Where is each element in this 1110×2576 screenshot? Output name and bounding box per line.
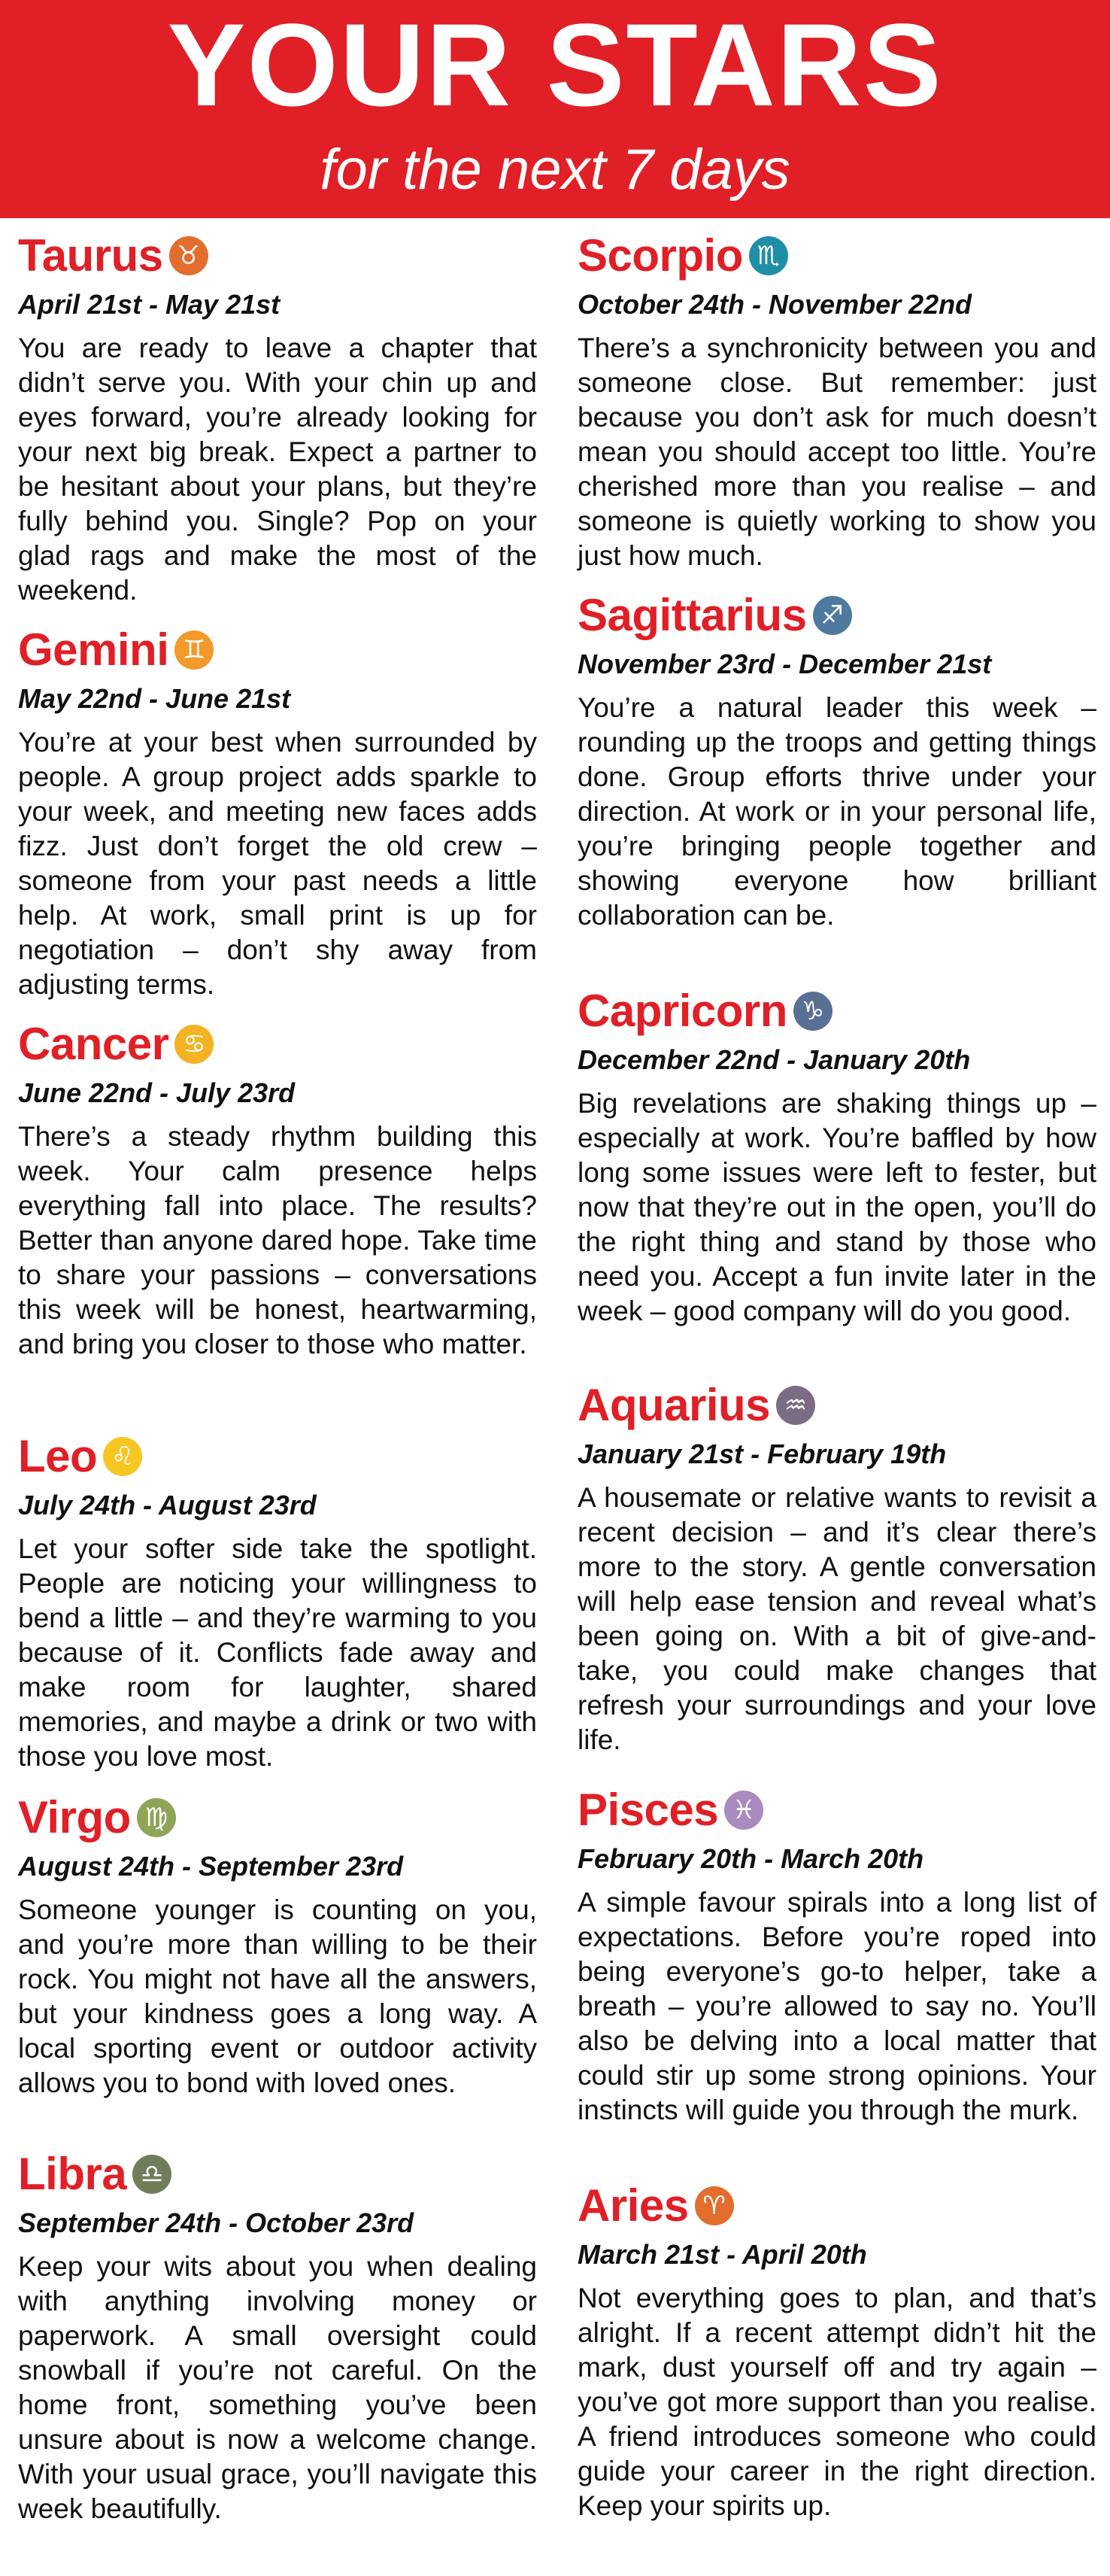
- sign-pisces: [578, 1782, 1096, 2128]
- sign-taurus: [18, 227, 537, 608]
- sign-aquarius: [578, 1377, 1096, 1757]
- sign-dates: August 24th - September 23rd: [18, 1851, 404, 1882]
- sign-text: Big revelations are shaking things up – especially at work. You’re baffled by how long some issues were left to fester, but now that they’re out in the open, you’ll do the right thing and stand by those who need you. Accept a fun invite later in the week – good company will do you good.: [578, 1088, 1096, 1326]
- sign-scorpio: [578, 227, 1096, 573]
- sign-text: Not everything goes to plan, and that’s alright. If a recent attempt didn’t hit the mark, dust yourself off and try again – you’ve got more support than you realise. A friend introduces someone who could guide your career in the right direction. Keep your spirits up.: [578, 2283, 1096, 2521]
- sign-name: Sagittarius: [578, 590, 807, 640]
- sign-text: There’s a steady rhythm building this week. Your calm presence helps everything fall into place. The results? Better than anyone dared hope. Take time to share your passions – conversations this week will be honest, heartwarming, and bring you closer to those who matter.: [18, 1121, 537, 1359]
- sign-virgo: [18, 1789, 537, 2101]
- page-subtitle: for the next 7 days: [320, 138, 790, 202]
- sign-libra: [18, 2146, 537, 2526]
- sign-dates: November 23rd - December 21st: [578, 649, 992, 679]
- sign-text: Let your softer side take the spotlight. People are noticing your willingness to bend a little – and they’re warming to you because of it. Conflicts fade away and make room for laughter, shared memories, and maybe a drink or two with those you love most.: [18, 1533, 537, 1772]
- pisces-icon: ♓: [724, 1791, 763, 1830]
- sign-dates: January 21st - February 19th: [578, 1438, 947, 1469]
- sign-aries: [578, 2177, 1096, 2523]
- sign-leo: [18, 1428, 537, 1774]
- leo-icon: ♌: [103, 1437, 142, 1476]
- sign-dates: June 22nd - July 23rd: [18, 1077, 296, 1108]
- sign-name: Leo: [18, 1431, 98, 1481]
- sign-name: Scorpio: [578, 230, 743, 281]
- sign-text: Someone younger is counting on you, and you’re more than willing to be their rock. You might not have all the answers, but your kindness goes a long way. A local sporting event or outdoor activity allows you to bond with loved ones.: [18, 1894, 537, 2098]
- sign-dates: October 24th - November 22nd: [578, 289, 972, 320]
- aquarius-icon: ♒: [776, 1386, 815, 1425]
- sign-text: Keep your wits about you when dealing with anything involving money or paperwork. A small oversight could snowball if you’re not careful. On the home front, something you’ve been unsure about is now a welcome change. With your usual grace, you’ll navigate this week beautifully.: [18, 2251, 537, 2524]
- sign-name: Cancer: [18, 1019, 169, 1069]
- scorpio-icon: ♏: [749, 236, 788, 275]
- taurus-icon: ♉: [169, 236, 208, 275]
- sign-text: There’s a synchronicity between you and someone close. But remember: just because you don’t ask for much doesn’t mean you should accept too little. You’re cherished more than you realise – and someone is quietly working to show you just how much.: [578, 333, 1096, 571]
- sign-text: A housemate or relative wants to revisit a recent decision – and it’s clear there’s more to the story. A gentle conversation will help ease tension and reveal what’s been going on. With a bit of give-and-take, you could make changes that refresh your surroundings and your love life.: [578, 1482, 1096, 1755]
- sign-dates: December 22nd - January 20th: [578, 1044, 971, 1075]
- sign-text: You’re a natural leader this week – rounding up the troops and getting things done. Group efforts thrive under your direction. At work or in your personal life, you’re bringing people together and showing everyone how brilliant collaboration can be.: [578, 692, 1096, 931]
- sign-name: Pisces: [578, 1785, 719, 1835]
- sign-name: Libra: [18, 2149, 127, 2199]
- sign-dates: September 24th - October 23rd: [18, 2207, 414, 2238]
- virgo-icon: ♍: [137, 1798, 176, 1837]
- sign-dates: March 21st - April 20th: [578, 2239, 867, 2270]
- libra-icon: ♎: [132, 2155, 171, 2194]
- sign-dates: February 20th - March 20th: [578, 1843, 924, 1874]
- sign-sagittarius: [578, 587, 1096, 933]
- sign-name: Virgo: [18, 1792, 131, 1842]
- sign-gemini: [18, 621, 537, 1002]
- sagittarius-icon: ♐: [813, 596, 852, 635]
- sign-text: You are ready to leave a chapter that didn’t serve you. With your chin up and eyes forward, you’re already looking for your next big break. Expect a partner to be hesitant about your plans, but they’re fully behind you. Single? Pop on your glad rags and make the most of the weekend.: [18, 333, 537, 606]
- page-title: YOUR STARS: [167, 0, 943, 131]
- sign-name: Gemini: [18, 624, 169, 675]
- sign-capricorn: [578, 983, 1096, 1329]
- aries-icon: ♈: [695, 2186, 734, 2225]
- sign-name: Aquarius: [578, 1380, 771, 1430]
- sign-cancer: [18, 1016, 537, 1362]
- sign-name: Taurus: [18, 230, 163, 281]
- cancer-icon: ♋: [174, 1025, 214, 1064]
- sign-text: A simple favour spirals into a long list of expectations. Before you’re roped into being everyone’s go-to helper, take a breath – you’re allowed to say no. You’ll also be delving into a local matter that could stir up some strong opinions. Your instincts will guide you through the murk.: [578, 1887, 1096, 2125]
- page-header: [0, 0, 1110, 218]
- sign-name: Capricorn: [578, 986, 787, 1036]
- sign-text: You’re at your best when surrounded by people. A group project adds sparkle to your week, and meeting new faces adds fizz. Just don’t forget the old crew – someone from your past needs a little help. At work, small print is up for negotiation – don’t shy away from adjusting terms.: [18, 727, 537, 1000]
- gemini-icon: ♊: [174, 630, 214, 670]
- capricorn-icon: ♑: [793, 992, 832, 1031]
- sign-name: Aries: [578, 2180, 689, 2231]
- sign-dates: April 21st - May 21st: [18, 289, 281, 320]
- sign-dates: May 22nd - June 21st: [18, 683, 291, 714]
- sign-dates: July 24th - August 23rd: [18, 1490, 317, 1520]
